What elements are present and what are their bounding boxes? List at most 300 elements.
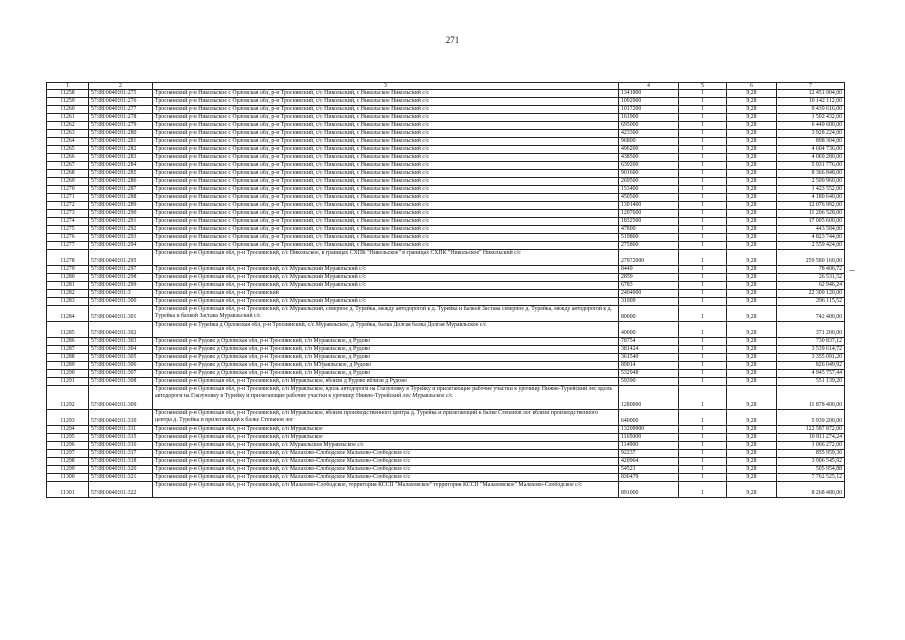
area-cell: 1207600	[619, 210, 679, 218]
value-cell: 22 309 120,00	[777, 290, 845, 298]
row-number-cell: 11283	[47, 298, 89, 306]
area-cell: 8449	[619, 266, 679, 274]
value-cell: 443 584,00	[777, 226, 845, 234]
header-row	[47, 83, 845, 90]
value-cell: 17 005 600,00	[777, 218, 845, 226]
value-cell: 730 837,12	[777, 338, 845, 346]
area-cell: 420964	[619, 458, 679, 466]
area-cell: 1301400	[619, 202, 679, 210]
address-cell: Троснянский р-н Никольское с Орловская обл, р-н Троснянский, с/с Никольский, с Никольское Никольский с/с	[153, 122, 619, 130]
address-cell: Троснянский р-н Орловская обл, р-н Троснянский, с/п Муравльское, вблизи производственного центра д. Турейка и прилегающий к балке Степанов лог вблизи производственного центра д. Турейка и прилегающий к балке Степанов лог	[153, 410, 619, 426]
table-row	[47, 218, 845, 226]
count-cell: 1	[679, 442, 727, 450]
area-cell: 31909	[619, 298, 679, 306]
rate-cell: 9,28	[727, 362, 777, 370]
area-cell: 96800	[619, 138, 679, 146]
count-cell: 1	[679, 378, 727, 386]
column-header: 1	[47, 83, 89, 90]
cadastral-number-cell: 57:08:0040101:303	[89, 338, 153, 346]
table-body	[47, 83, 845, 498]
count-cell: 1	[679, 466, 727, 474]
area-cell: 2404000	[619, 290, 679, 298]
rate-cell: 9,28	[727, 114, 777, 122]
area-cell: 532948	[619, 370, 679, 378]
rate-cell: 9,28	[727, 338, 777, 346]
row-number-cell: 11271	[47, 194, 89, 202]
count-cell: 1	[679, 138, 727, 146]
count-cell: 1	[679, 90, 727, 98]
value-cell: 4 069 280,00	[777, 154, 845, 162]
rate-cell: 9,28	[727, 370, 777, 378]
address-cell: Троснянский р-н Никольское с Орловская обл, р-н Троснянский, с/с Никольский, с Никольское Никольский с/с	[153, 242, 619, 250]
cadastral-number-cell: 57:08:0040101:321	[89, 474, 153, 482]
area-cell: 13209900	[619, 426, 679, 434]
cadastral-number-cell: 57:08:0040101:308	[89, 378, 153, 386]
rate-cell: 9,28	[727, 378, 777, 386]
row-number-cell: 11281	[47, 282, 89, 290]
table-row	[47, 146, 845, 154]
cadastral-number-cell: 57:08:0040101:300	[89, 298, 153, 306]
row-number-cell: 11268	[47, 170, 89, 178]
count-cell: 1	[679, 146, 727, 154]
table-row	[47, 90, 845, 98]
table-row	[47, 122, 845, 130]
table-row	[47, 250, 845, 266]
value-cell: 10 142 112,00	[777, 98, 845, 106]
address-cell: Троснянский р-н Орловская обл, р-н Троснянский, с/п Муравльское	[153, 426, 619, 434]
address-cell: Троснянский р-н Никольское с Орловская обл, р-н Троснянский, с/с Никольский, с Никольское Никольский с/с	[153, 154, 619, 162]
row-number-cell: 11285	[47, 322, 89, 338]
row-number-cell: 11272	[47, 202, 89, 210]
count-cell: 1	[679, 386, 727, 410]
area-cell: 438500	[619, 154, 679, 162]
count-cell: 1	[679, 362, 727, 370]
cadastral-number-cell: 57:08:0040101:3	[89, 290, 153, 298]
cadastral-number-cell: 57:08:0040101:276	[89, 98, 153, 106]
area-cell: 80000	[619, 306, 679, 322]
area-cell: 381424	[619, 346, 679, 354]
value-cell: 551 139,20	[777, 378, 845, 386]
cadastral-number-cell: 57:08:0040101:289	[89, 202, 153, 210]
table-row	[47, 106, 845, 114]
row-number-cell: 11295	[47, 434, 89, 442]
value-cell: 371 200,00	[777, 322, 845, 338]
rate-cell: 9,28	[727, 106, 777, 114]
rate-cell: 9,28	[727, 170, 777, 178]
row-number-cell: 11280	[47, 274, 89, 282]
table-row	[47, 466, 845, 474]
rate-cell: 9,28	[727, 202, 777, 210]
count-cell: 1	[679, 338, 727, 346]
area-cell: 1092900	[619, 98, 679, 106]
count-cell: 1	[679, 98, 727, 106]
row-number-cell: 11269	[47, 178, 89, 186]
rate-cell: 9,28	[727, 410, 777, 426]
address-cell: Троснянский р-н Никольское с Орловская обл, р-н Троснянский, с/с Никольский, с Никольское Никольский с/с	[153, 170, 619, 178]
row-number-cell: 11277	[47, 242, 89, 250]
area-cell: 496200	[619, 146, 679, 154]
count-cell: 1	[679, 162, 727, 170]
count-cell: 1	[679, 154, 727, 162]
address-cell: Троснянский р-н Никольское с Орловская обл, р-н Троснянский, с/с Никольский, с Никольское Никольский с/с	[153, 202, 619, 210]
table-row	[47, 434, 845, 442]
count-cell: 1	[679, 346, 727, 354]
rate-cell: 9,28	[727, 306, 777, 322]
address-cell: Троснянский р-н Никольское с Орловская обл, р-н Троснянский, с/с Никольский, с Никольское Никольский с/с	[153, 90, 619, 98]
rate-cell: 9,28	[727, 458, 777, 466]
table-row	[47, 306, 845, 322]
value-cell: 12 076 992,00	[777, 202, 845, 210]
address-cell: Троснянский р-н Рудово д Орловская обл, р-н Троснянский, с/п МУравльское, д Рудово	[153, 362, 619, 370]
value-cell: 826 049,92	[777, 362, 845, 370]
row-number-cell: 11290	[47, 370, 89, 378]
rate-cell: 9,28	[727, 282, 777, 290]
column-header: 6	[727, 83, 777, 90]
address-cell: Троснянский р-н Никольское с Орловская обл, р-н Троснянский, с/с Никольский, с Никольское Никольский с/с	[153, 226, 619, 234]
rate-cell: 9,28	[727, 210, 777, 218]
address-cell: Троснянский р-н Турейка д Орловская обл, р-н Троснянский, с/с Муравльское, д Турейка, балка Долгая балка Долгая Муравльское с/с	[153, 322, 619, 338]
area-cell: 153400	[619, 186, 679, 194]
area-cell: 78754	[619, 338, 679, 346]
cadastral-number-cell: 57:08:0040101:317	[89, 450, 153, 458]
address-cell: Троснянский р-н Никольское с Орловская обл, р-н Троснянский, с/с Никольский, с Никольское Никольский с/с	[153, 138, 619, 146]
cadastral-number-cell: 57:08:0040101:318	[89, 458, 153, 466]
rate-cell: 9,28	[727, 466, 777, 474]
row-number-cell: 11270	[47, 186, 89, 194]
address-cell: Троснянский р-н Никольское с Орловская обл, р-н Троснянский, с/с Никольский, с Никольское Никольский с/с	[153, 186, 619, 194]
address-cell: Троснянский р-н Орловская обл, р-н Троснянский, с/с Малахово-Слободское Малахово-Слободское с/с	[153, 458, 619, 466]
row-number-cell: 11284	[47, 306, 89, 322]
table-row	[47, 370, 845, 378]
column-header: 7	[777, 83, 845, 90]
count-cell: 1	[679, 130, 727, 138]
table-row	[47, 242, 845, 250]
table-row	[47, 162, 845, 170]
row-number-cell: 11264	[47, 138, 89, 146]
value-cell: 8 366 848,00	[777, 170, 845, 178]
column-header: 4	[619, 83, 679, 90]
value-cell: 2 559 424,00	[777, 242, 845, 250]
count-cell: 1	[679, 170, 727, 178]
rate-cell: 9,28	[727, 274, 777, 282]
table-row	[47, 442, 845, 450]
address-cell: Троснянский р-н Рудово д Орловская обл, р-н Троснянский, с/п Муравльское, д Рудово	[153, 346, 619, 354]
address-cell: Троснянский р-н Никольское с Орловская обл, р-н Троснянский, с/с Никольский, с Никольское Никольский с/с	[153, 194, 619, 202]
row-number-cell: 11273	[47, 210, 89, 218]
row-number-cell: 11265	[47, 146, 89, 154]
area-cell: 640000	[619, 410, 679, 426]
table-row	[47, 450, 845, 458]
address-cell: Троснянский р-н Никольское с Орловская обл, р-н Троснянский, с/с Никольский, с Никольское Никольский с/с	[153, 114, 619, 122]
value-cell: 259 580 160,00	[777, 250, 845, 266]
address-cell: Троснянский р-н Никольское с Орловская обл, р-н Троснянский, с/с Никольский, с Никольское Никольский с/с	[153, 130, 619, 138]
row-number-cell: 11293	[47, 410, 89, 426]
address-cell: Троснянский р-н Орловская обл, р-н Троснянский, с/с Муравльское Муравльское с/с	[153, 442, 619, 450]
value-cell: 1 502 432,00	[777, 114, 845, 122]
cadastral-number-cell: 57:08:0040101:280	[89, 130, 153, 138]
cadastral-number-cell: 57:08:0040101:297	[89, 266, 153, 274]
address-cell: Троснянский р-н Орловская обл, р-н Троснянский, с/с Малахово-Слободское Малахово-Слободское с/с	[153, 474, 619, 482]
value-cell: 11 878 400,00	[777, 386, 845, 410]
area-cell: 450500	[619, 194, 679, 202]
area-cell: 1017200	[619, 106, 679, 114]
table-row	[47, 226, 845, 234]
table-row	[47, 338, 845, 346]
rate-cell: 9,28	[727, 298, 777, 306]
table-row	[47, 178, 845, 186]
value-cell: 296 115,52	[777, 298, 845, 306]
row-number-cell: 11282	[47, 290, 89, 298]
count-cell: 1	[679, 114, 727, 122]
row-number-cell: 11300	[47, 474, 89, 482]
value-cell: 3 355 091,20	[777, 354, 845, 362]
area-cell: 423300	[619, 130, 679, 138]
cadastral-number-cell: 57:08:0040101:290	[89, 210, 153, 218]
count-cell: 1	[679, 122, 727, 130]
cadastral-number-cell: 57:08:0040101:288	[89, 194, 153, 202]
cadastral-number-cell: 57:08:0040101:283	[89, 154, 153, 162]
count-cell: 1	[679, 306, 727, 322]
row-number-cell: 11298	[47, 458, 89, 466]
address-cell: Троснянский р-н Орловская обл, р-н Троснянский, с/с Муравльский, северное д. Турейка, между автодорогой к д. Турейка и балкой Застава северное д. Турейка, между автодорогой к д. Турейка и балкой Застава Муравльский с/с	[153, 306, 619, 322]
table-row	[47, 282, 845, 290]
area-cell: 1165008	[619, 434, 679, 442]
table-row	[47, 210, 845, 218]
row-number-cell: 11297	[47, 450, 89, 458]
count-cell: 1	[679, 106, 727, 114]
row-number-cell: 11278	[47, 250, 89, 266]
row-number-cell: 11279	[47, 266, 89, 274]
area-cell: 269500	[619, 178, 679, 186]
cadastral-number-cell: 57:08:0040101:292	[89, 226, 153, 234]
value-cell: 4 604 736,00	[777, 146, 845, 154]
row-number-cell: 11299	[47, 466, 89, 474]
rate-cell: 9,28	[727, 138, 777, 146]
cadastral-table	[46, 82, 844, 498]
address-cell: Троснянский р-н Никольское с Орловская обл, р-н Троснянский, с/с Никольский, с Никольское Никольский с/с	[153, 98, 619, 106]
row-number-cell: 11261	[47, 114, 89, 122]
address-cell: Троснянский р-н Никольское с Орловская обл, р-н Троснянский, с/с Никольский, с Никольское Никольский с/с	[153, 162, 619, 170]
cadastral-number-cell: 57:08:0040101:291	[89, 218, 153, 226]
row-number-cell: 11296	[47, 442, 89, 450]
value-cell: 9 439 616,00	[777, 106, 845, 114]
table-row	[47, 378, 845, 386]
rate-cell: 9,28	[727, 186, 777, 194]
rate-cell: 9,28	[727, 98, 777, 106]
rate-cell: 9,28	[727, 242, 777, 250]
value-cell: 4 945 757,44	[777, 370, 845, 378]
value-cell: 2 500 960,00	[777, 178, 845, 186]
rate-cell: 9,28	[727, 234, 777, 242]
address-cell: Троснянский р-н Орловская обл, р-н Троснянский, с/с Муравльский Муравльский с/с	[153, 266, 619, 274]
area-cell: 59390	[619, 378, 679, 386]
count-cell: 1	[679, 266, 727, 274]
table-row	[47, 362, 845, 370]
table-row	[47, 186, 845, 194]
address-cell: Троснянский р-н Никольское с Орловская обл, р-н Троснянский, с/с Никольский, с Никольское Никольский с/с	[153, 146, 619, 154]
area-cell: 695000	[619, 122, 679, 130]
value-cell: 8 268 480,00	[777, 482, 845, 498]
address-cell: Троснянский р-н Орловская обл, р-н Троснянский, с/с Муравльский Муравльский с/с	[153, 282, 619, 290]
cadastral-number-cell: 57:08:0040101:281	[89, 138, 153, 146]
value-cell: 12 451 904,00	[777, 90, 845, 98]
row-number-cell: 11258	[47, 90, 89, 98]
cadastral-number-cell: 57:08:0040101:322	[89, 482, 153, 498]
count-cell: 1	[679, 218, 727, 226]
rate-cell: 9,28	[727, 266, 777, 274]
cadastral-number-cell: 57:08:0040101:315	[89, 434, 153, 442]
table-row	[47, 274, 845, 282]
table-row	[47, 154, 845, 162]
table-row	[47, 474, 845, 482]
cadastral-number-cell: 57:08:0040101:305	[89, 354, 153, 362]
value-cell: 10 811 274,24	[777, 434, 845, 442]
value-cell: 3 906 545,92	[777, 458, 845, 466]
area-cell: 519800	[619, 234, 679, 242]
address-cell: Троснянский р-н Никольское с Орловская обл, р-н Троснянский, с/с Никольский, с Никольское Никольский с/с	[153, 106, 619, 114]
rate-cell: 9,28	[727, 426, 777, 434]
address-cell: Троснянский р-н Орловская обл, р-н Троснянский, с/п Малахово-Слободское, территория КССП "Малаховское" территория КССП "Малаховское" Малахово-Слободское с/с	[153, 482, 619, 498]
address-cell: Троснянский р-н Орловская обл, р-н Троснянский, с/с Малахово-Слободское Малахово-Слободское с/с	[153, 450, 619, 458]
count-cell: 1	[679, 426, 727, 434]
count-cell: 1	[679, 322, 727, 338]
count-cell: 1	[679, 434, 727, 442]
value-cell: 1 423 552,00	[777, 186, 845, 194]
row-number-cell: 11266	[47, 154, 89, 162]
row-number-cell: 11289	[47, 362, 89, 370]
cadastral-number-cell: 57:08:0040101:293	[89, 234, 153, 242]
rate-cell: 9,28	[727, 178, 777, 186]
row-number-cell: 11286	[47, 338, 89, 346]
rate-cell: 9,28	[727, 162, 777, 170]
rate-cell: 9,28	[727, 194, 777, 202]
cadastral-number-cell: 57:08:0040101:279	[89, 122, 153, 130]
address-cell: Троснянский р-н Орловская обл, р-н Троснянский	[153, 290, 619, 298]
count-cell: 1	[679, 250, 727, 266]
row-number-cell: 11291	[47, 378, 89, 386]
table-row	[47, 234, 845, 242]
area-cell: 54521	[619, 466, 679, 474]
table-row	[47, 138, 845, 146]
count-cell: 1	[679, 226, 727, 234]
value-cell: 3 539 614,72	[777, 346, 845, 354]
value-cell: 4 823 744,00	[777, 234, 845, 242]
table-row	[47, 322, 845, 338]
address-cell: Троснянский р-н Орловская обл, р-н Троснянский, с/п Муравльское	[153, 434, 619, 442]
rate-cell: 9,28	[727, 434, 777, 442]
address-cell: Троснянский р-н Никольское с Орловская обл, р-н Троснянский, с/с Никольский, с Никольское Никольский с/с	[153, 234, 619, 242]
rate-cell: 9,28	[727, 474, 777, 482]
column-header: 2	[89, 83, 153, 90]
rate-cell: 9,28	[727, 218, 777, 226]
column-header: 3	[153, 83, 619, 90]
row-number-cell: 11276	[47, 234, 89, 242]
address-cell: Троснянский р-н Рудово д Орловская обл, р-н Троснянский, с/п Муравльское, д Рудово	[153, 338, 619, 346]
page-number: 271	[445, 35, 460, 45]
area-cell: 2859	[619, 274, 679, 282]
area-cell: 891000	[619, 482, 679, 498]
cadastral-number-cell: 57:08:0040101:286	[89, 178, 153, 186]
address-cell: Троснянский р-н Орловская обл, р-н Троснянский, с/с Никольское, в границах СХПК "Никольское" в границах СХПК "Никольское" Никольский с/с	[153, 250, 619, 266]
row-number-cell: 11260	[47, 106, 89, 114]
table-row	[47, 458, 845, 466]
scan-mark	[849, 270, 855, 271]
count-cell: 1	[679, 186, 727, 194]
row-number-cell: 11288	[47, 354, 89, 362]
table-row	[47, 346, 845, 354]
value-cell: 5 939 200,00	[777, 410, 845, 426]
address-cell: Троснянский р-н Рудово д Орловская обл, р-н Троснянский, с/п Муравльское, д Рудово	[153, 370, 619, 378]
table-row	[47, 266, 845, 274]
area-cell: 901600	[619, 170, 679, 178]
value-cell: 78 406,72	[777, 266, 845, 274]
cadastral-number-cell: 57:08:0040101:284	[89, 162, 153, 170]
rate-cell: 9,28	[727, 386, 777, 410]
row-number-cell: 11292	[47, 386, 89, 410]
value-cell: 742 400,00	[777, 306, 845, 322]
row-number-cell: 11294	[47, 426, 89, 434]
area-cell: 27972000	[619, 250, 679, 266]
address-cell: Троснянский р-н Орловская обл, р-н Троснянский, с/с Муравльский Муравльский с/с	[153, 298, 619, 306]
address-cell: Троснянский р-н Орловская обл, р-н Троснянский, с/п Муравльское, вдоль автодороги на Глазуновку в Турейку и прилегающие рабочие участки к урочищу Нижне-Турейский лес вдоль автодороги на Глазуновку в Турейку и прилегающие рабочие участки к урочищу Нижне-Турейский лес Муравльское с/с	[153, 386, 619, 410]
cadastral-number-cell: 57:08:0040101:302	[89, 322, 153, 338]
count-cell: 1	[679, 370, 727, 378]
rate-cell: 9,28	[727, 146, 777, 154]
value-cell: 1 066 272,00	[777, 442, 845, 450]
count-cell: 1	[679, 178, 727, 186]
table-row	[47, 194, 845, 202]
rate-cell: 9,28	[727, 250, 777, 266]
cadastral-number-cell: 57:08:0040101:275	[89, 90, 153, 98]
area-cell: 40000	[619, 322, 679, 338]
count-cell: 1	[679, 298, 727, 306]
cadastral-number-cell: 57:08:0040101:277	[89, 106, 153, 114]
address-cell: Троснянский р-н Никольское с Орловская обл, р-н Троснянский, с/с Никольский, с Никольское Никольский с/с	[153, 218, 619, 226]
rate-cell: 9,28	[727, 482, 777, 498]
row-number-cell: 11267	[47, 162, 89, 170]
count-cell: 1	[679, 450, 727, 458]
count-cell: 1	[679, 474, 727, 482]
rate-cell: 9,28	[727, 90, 777, 98]
count-cell: 1	[679, 202, 727, 210]
address-cell: Троснянский р-н Рудово д Орловская обл, р-н Троснянский, с/п Муравльское, д Рудово	[153, 354, 619, 362]
count-cell: 1	[679, 458, 727, 466]
cadastral-number-cell: 57:08:0040101:304	[89, 346, 153, 354]
table-row	[47, 410, 845, 426]
value-cell: 122 587 872,00	[777, 426, 845, 434]
cadastral-number-cell: 57:08:0040101:278	[89, 114, 153, 122]
count-cell: 1	[679, 354, 727, 362]
row-number-cell: 11275	[47, 226, 89, 234]
row-number-cell: 11301	[47, 482, 89, 498]
area-cell: 161900	[619, 114, 679, 122]
value-cell: 505 954,88	[777, 466, 845, 474]
count-cell: 1	[679, 282, 727, 290]
column-header: 5	[679, 83, 727, 90]
count-cell: 1	[679, 274, 727, 282]
rate-cell: 9,28	[727, 122, 777, 130]
count-cell: 1	[679, 482, 727, 498]
area-cell: 47800	[619, 226, 679, 234]
count-cell: 1	[679, 290, 727, 298]
cadastral-number-cell: 57:08:0040101:285	[89, 170, 153, 178]
row-number-cell: 11262	[47, 122, 89, 130]
area-cell: 1832500	[619, 218, 679, 226]
rate-cell: 9,28	[727, 442, 777, 450]
area-cell: 639200	[619, 162, 679, 170]
cadastral-number-cell: 57:08:0040101:295	[89, 250, 153, 266]
rate-cell: 9,28	[727, 322, 777, 338]
